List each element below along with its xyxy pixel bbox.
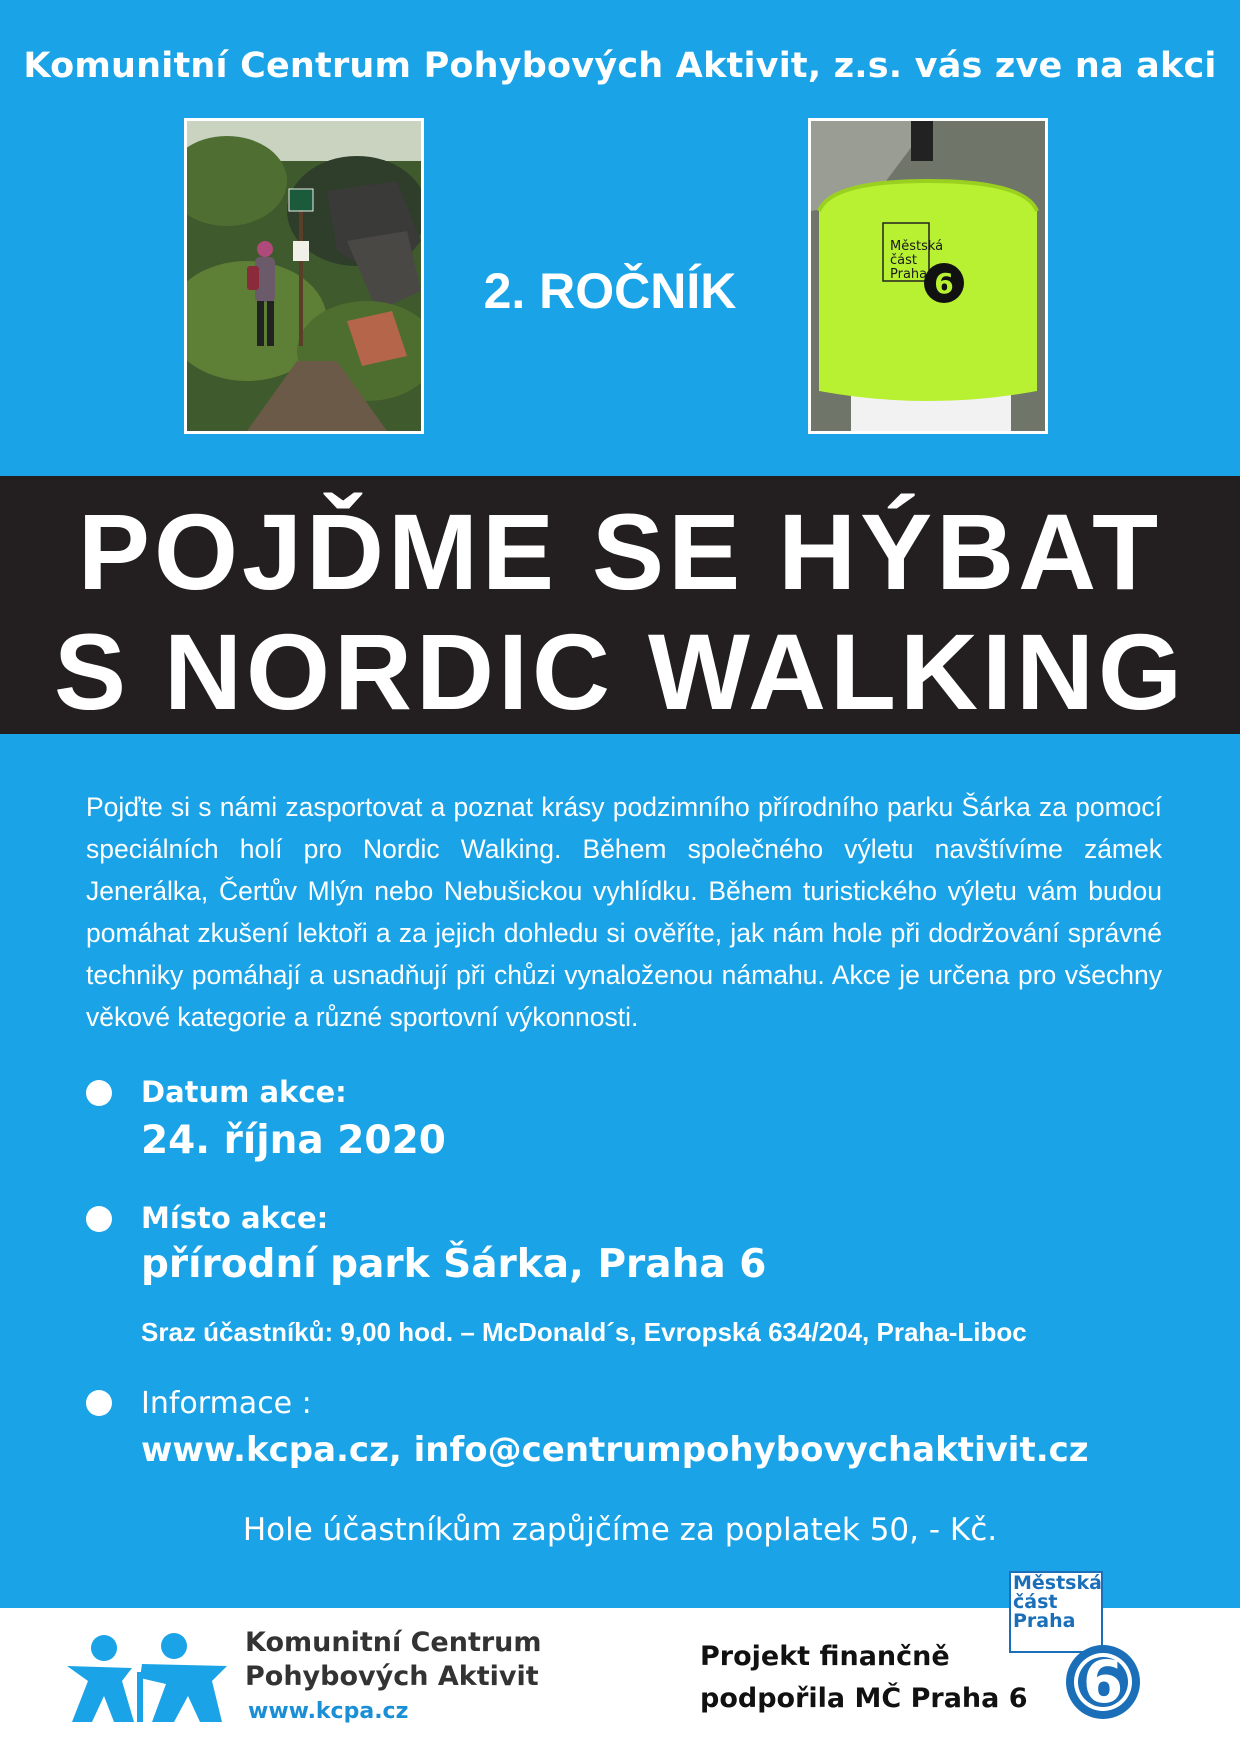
main-title-line-2: S NORDIC WALKING [54,611,1186,732]
funding-line-1: Projekt finančně [700,1641,950,1672]
hiker-photo-illustration [187,121,421,431]
meeting-point: Sraz účastníků: 9,00 hod. – McDonald´s, Evropská 634/204, Praha-Liboc [141,1317,1027,1347]
mc-logo-number: 6 [1082,1648,1124,1716]
kcpa-logo-icon [62,1626,232,1726]
mc-logo-text: Městská část Praha [1013,1572,1102,1632]
poles-rental-note: Hole účastníkům zapůjčíme za poplatek 50, - Kč. [242,1512,998,1548]
event-description: Pojďte si s námi zasportovat a poznat krásy podzimního přírodního parku Šárka za pomocí speciálních holí pro Nordic Walking. Během společného výletu navštívíme zámek Jenerálka, Čertův Mlýn nebo Nebušickou vyhlídku. Během turistického výletu vám budou pomáhat zkušení lektoři a za jejich dohledu si ověříte, jak nám hole při dodržování správné techniky pomáhají a usnadňují při chůzi vynaloženou námahu. Akce je určena pro všechny věkové kategorie a různé sportovní výkonnosti. [86,792,1162,1032]
vest-logo-text: Městská část Praha [890,239,944,282]
footer-org-line-2: Pohybových Aktivit [245,1661,539,1692]
main-title-line-1: POJĎME SE HÝBAT [77,491,1163,612]
funding-line-2: podpořila MČ Praha 6 [700,1683,1028,1714]
vest-logo-number: 6 [934,267,954,300]
date-label: Datum akce: [141,1075,347,1109]
place-value: přírodní park Šárka, Praha 6 [141,1242,767,1287]
edition-label: 2. ROČNÍK [483,263,737,319]
bullet-icon [86,1206,112,1232]
footer-organization [245,1626,542,1694]
invitation-header: Komunitní Centrum Pohybových Aktivit, z.s. vás zve na akci [23,46,1217,86]
date-value: 24. října 2020 [141,1118,446,1163]
funding-note [700,1636,1028,1720]
place-label: Místo akce: [141,1201,329,1235]
footer-website-link[interactable]: www.kcpa.cz [248,1699,409,1724]
footer-org-line-1: Komunitní Centrum [245,1627,542,1658]
info-links[interactable]: www.kcpa.cz, info@centrumpohybovychaktivit.cz [141,1430,1089,1470]
bullet-icon [86,1390,112,1416]
bullet-icon [86,1080,112,1106]
info-label: Informace : [141,1386,312,1421]
photo-hiker-in-park [184,118,424,434]
